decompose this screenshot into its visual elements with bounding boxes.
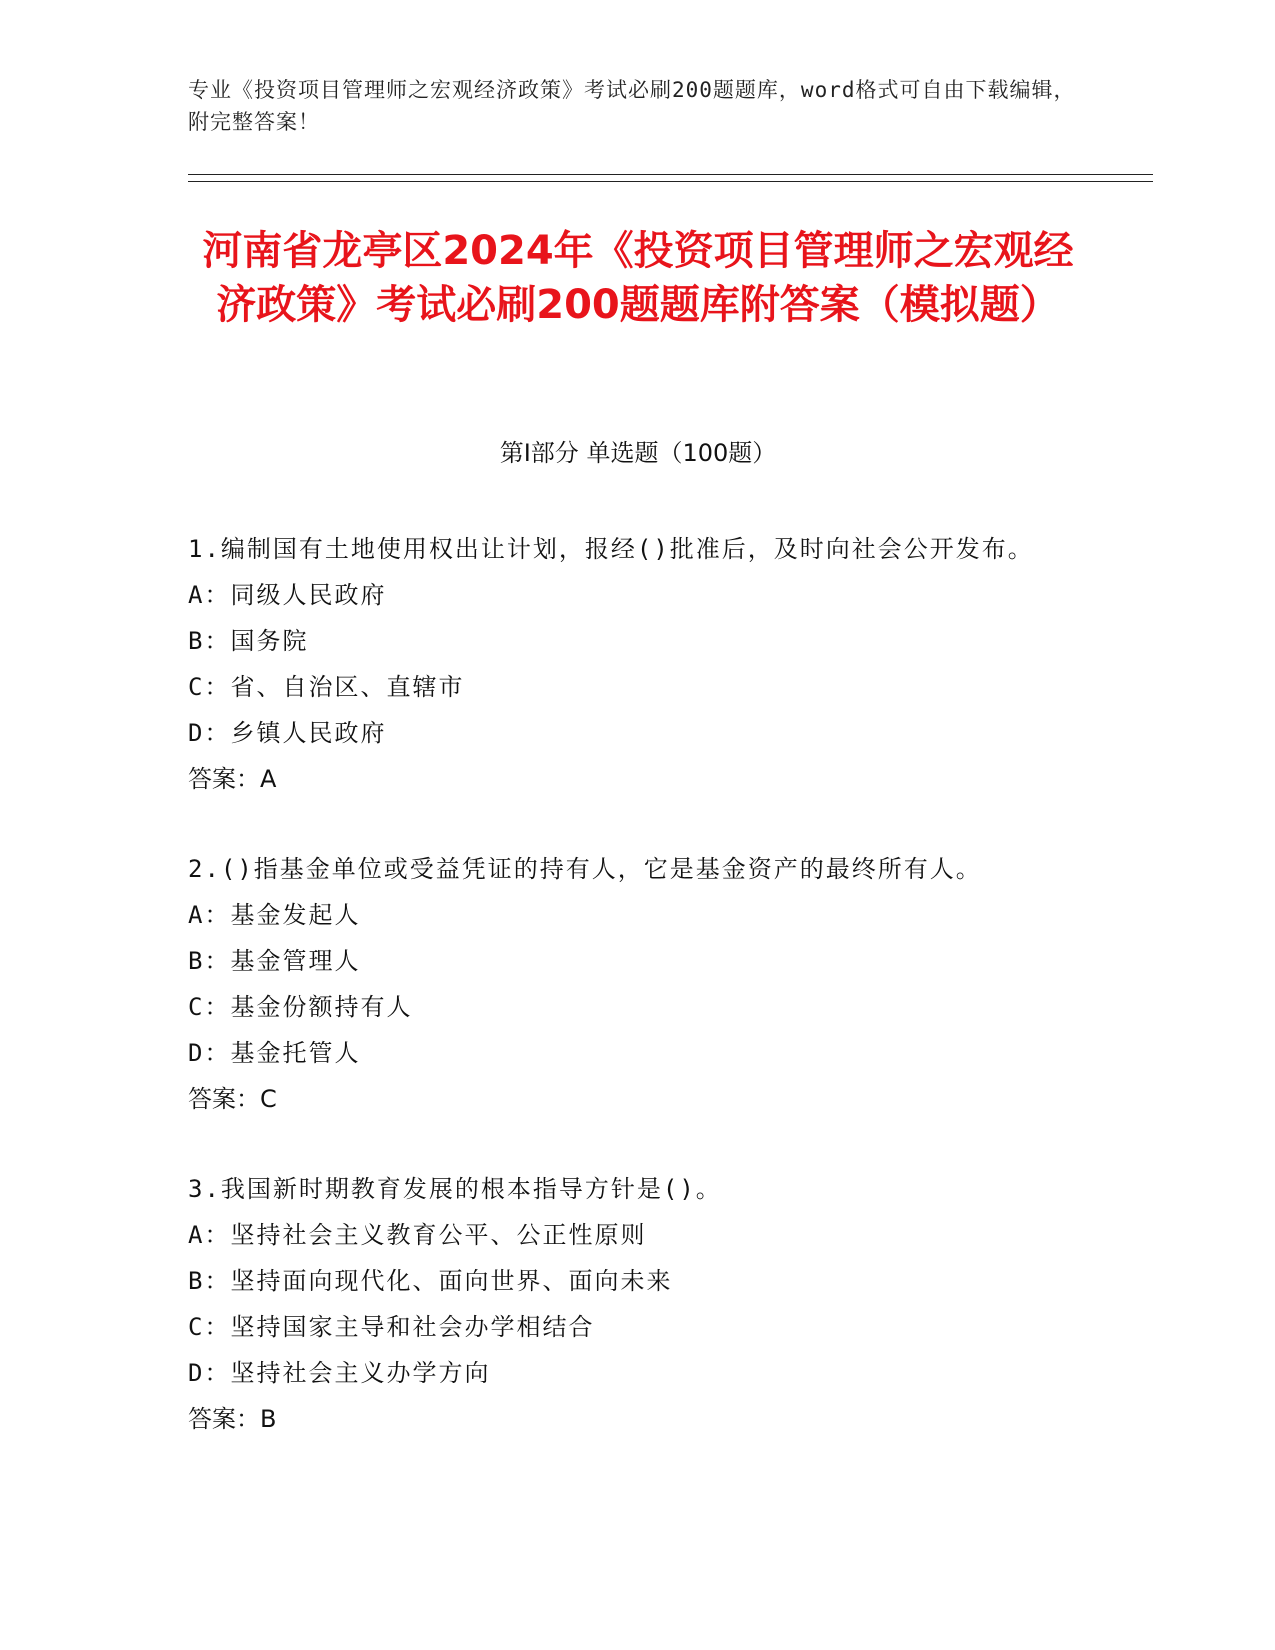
question-stem: 1.编制国有土地使用权出让计划，报经()批准后，及时向社会公开发布。 (188, 535, 1034, 563)
option-c: C：省、自治区、直辖市 (188, 673, 465, 701)
option-a: A：坚持社会主义教育公平、公正性原则 (188, 1221, 647, 1249)
header-divider-top (188, 174, 1153, 175)
question-3 (188, 1166, 1088, 1442)
document-title: 河南省龙亭区2024年《投资项目管理师之宏观经济政策》考试必刷200题题库附答案（模拟题） (202, 228, 1074, 328)
option-c: C：基金份额持有人 (188, 993, 413, 1021)
option-d: D：坚持社会主义办学方向 (188, 1359, 491, 1387)
option-b: B：坚持面向现代化、面向世界、面向未来 (188, 1267, 673, 1295)
answer: 答案：A (188, 765, 277, 793)
question-list (188, 526, 1088, 1486)
header-note: 专业《投资项目管理师之宏观经济政策》考试必刷200题题库，word格式可自由下载编辑，附完整答案！ (188, 78, 1076, 134)
question-1 (188, 526, 1088, 802)
answer: 答案：B (188, 1405, 277, 1433)
option-b: B：国务院 (188, 627, 309, 655)
question-stem: 2.()指基金单位或受益凭证的持有人，它是基金资产的最终所有人。 (188, 855, 982, 883)
option-c: C：坚持国家主导和社会办学相结合 (188, 1313, 595, 1341)
question-stem: 3.我国新时期教育发展的根本指导方针是()。 (188, 1175, 722, 1203)
answer: 答案：C (188, 1085, 277, 1113)
option-a: A：同级人民政府 (188, 581, 387, 609)
option-b: B：基金管理人 (188, 947, 361, 975)
option-d: D：基金托管人 (188, 1039, 361, 1067)
header-divider-bottom (188, 181, 1153, 182)
option-d: D：乡镇人民政府 (188, 719, 387, 747)
option-a: A：基金发起人 (188, 901, 361, 929)
section-title: 第Ⅰ部分 单选题（100题） (499, 439, 777, 467)
question-2 (188, 846, 1088, 1122)
